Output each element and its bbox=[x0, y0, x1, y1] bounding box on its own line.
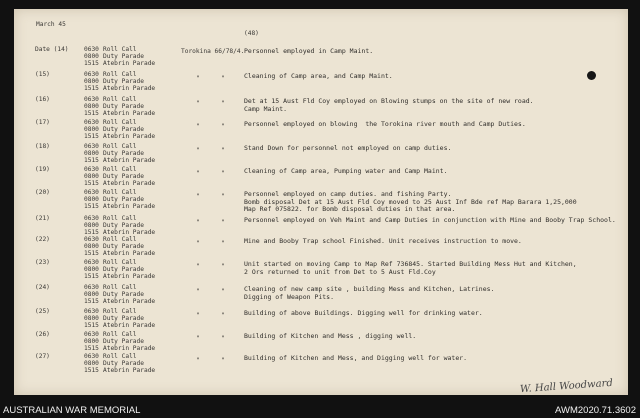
entry-time: 1515 bbox=[84, 133, 99, 141]
entry-date: (23) bbox=[35, 259, 50, 266]
page-number: (48) bbox=[244, 30, 259, 37]
entry-time: 1515 bbox=[84, 367, 99, 375]
entry-activity: Atebrin Parade bbox=[103, 298, 156, 306]
entry-activity: Atebrin Parade bbox=[103, 85, 156, 93]
entry-description: Mine and Booby Trap school Finished. Unit receives instruction to move. bbox=[244, 237, 522, 245]
entry-time: 0800 bbox=[84, 173, 99, 181]
entry-activity: Atebrin Parade bbox=[103, 229, 156, 237]
entry-activity: Atebrin Parade bbox=[103, 180, 156, 188]
entry-activity: Roll Call bbox=[103, 331, 137, 338]
entry-description: Cleaning of Camp area, and Camp Maint. bbox=[244, 72, 393, 80]
entry-activity: Atebrin Parade bbox=[103, 345, 156, 353]
entry-description: Cleaning of new camp site , building Mess and Kitchen, Latrines. bbox=[244, 285, 495, 293]
footer-accession-number: AWM2020.71.3602 bbox=[555, 405, 636, 416]
entry-activity: Duty Parade bbox=[103, 78, 144, 86]
entry-activity: Roll Call bbox=[103, 96, 137, 103]
entry-time: 0630 bbox=[84, 166, 99, 173]
punch-hole bbox=[587, 71, 596, 80]
ditto-mark: " bbox=[196, 193, 200, 200]
entry-time: 0630 bbox=[84, 119, 99, 126]
entry-activity: Roll Call bbox=[103, 71, 137, 78]
entry-description: Digging of Weapon Pits. bbox=[244, 292, 335, 301]
entry-time: 0800 bbox=[84, 243, 99, 251]
entry-activity: Duty Parade bbox=[103, 222, 144, 230]
ditto-mark: " bbox=[196, 75, 200, 82]
entry-description: Stand Down for personnel not employed on camp duties. bbox=[244, 144, 452, 152]
entry-time: 0800 bbox=[84, 315, 99, 323]
entry-time: 0630 bbox=[84, 259, 99, 266]
entry-description: Personnel employed in Camp Maint. bbox=[244, 47, 374, 55]
entry-time: 0630 bbox=[84, 236, 99, 243]
entry-time: 1515 bbox=[84, 298, 99, 306]
ditto-mark: " bbox=[221, 170, 225, 177]
entry-time: 0630 bbox=[84, 143, 99, 150]
ditto-mark: " bbox=[196, 263, 200, 270]
entry-activity: Duty Parade bbox=[103, 338, 144, 346]
footer-source: AUSTRALIAN WAR MEMORIAL bbox=[3, 405, 141, 416]
ditto-mark: " bbox=[221, 147, 225, 154]
entry-date: Date (14) bbox=[35, 46, 69, 53]
entry-date: (25) bbox=[35, 308, 50, 315]
entry-time: 1515 bbox=[84, 273, 99, 281]
entry-activity: Roll Call bbox=[103, 46, 137, 53]
entry-description: Personnel employed on camp duties. and fishing Party. bbox=[244, 190, 452, 198]
entry-time: 0630 bbox=[84, 215, 99, 222]
ditto-mark: " bbox=[221, 75, 225, 82]
entry-description: Unit started on moving Camp to Map Ref 736845. Started Building Mess Hut and Kitchen, bbox=[244, 260, 577, 268]
entry-date: (22) bbox=[35, 236, 50, 243]
ditto-mark: " bbox=[221, 335, 225, 342]
ditto-mark: " bbox=[221, 193, 225, 200]
entry-time: 0800 bbox=[84, 103, 99, 111]
entry-time: 0800 bbox=[84, 126, 99, 134]
entry-activity: Atebrin Parade bbox=[103, 110, 156, 118]
entry-description: Map Ref 075822. for Bomb disposal duties in that area. bbox=[244, 205, 456, 213]
entry-activity: Roll Call bbox=[103, 215, 137, 222]
entry-activity: Atebrin Parade bbox=[103, 250, 156, 258]
entry-time: 0800 bbox=[84, 222, 99, 230]
entry-date: (17) bbox=[35, 119, 50, 126]
ditto-mark: " bbox=[196, 100, 200, 107]
entry-time: 0630 bbox=[84, 71, 99, 78]
entry-description: Camp Maint. bbox=[244, 104, 288, 113]
entry-time: 0800 bbox=[84, 338, 99, 346]
entry-description: Building of Kitchen and Mess , digging well. bbox=[244, 332, 417, 340]
ditto-mark: " bbox=[196, 170, 200, 177]
entry-time: 0630 bbox=[84, 96, 99, 103]
entry-activity: Roll Call bbox=[103, 284, 137, 291]
entry-time: 0800 bbox=[84, 360, 99, 368]
ditto-mark: " bbox=[221, 219, 225, 226]
entry-activity: Atebrin Parade bbox=[103, 157, 156, 165]
ditto-mark: " bbox=[221, 288, 225, 295]
entry-time: 1515 bbox=[84, 345, 99, 353]
entry-activity: Roll Call bbox=[103, 143, 137, 150]
entry-activity: Duty Parade bbox=[103, 126, 144, 134]
entry-activity: Roll Call bbox=[103, 119, 137, 126]
entry-location: Torokina 66/78/4. bbox=[181, 48, 245, 55]
entry-activity: Atebrin Parade bbox=[103, 203, 156, 211]
entry-date: (26) bbox=[35, 331, 50, 338]
entry-time: 1515 bbox=[84, 85, 99, 93]
entry-date: (16) bbox=[35, 96, 50, 103]
ditto-mark: " bbox=[196, 147, 200, 154]
entry-date: (19) bbox=[35, 166, 50, 173]
entry-activity: Roll Call bbox=[103, 189, 137, 196]
ditto-mark: " bbox=[196, 219, 200, 226]
entry-description: 2 Ors returned to unit from Det to 5 Aust Fld.Coy bbox=[244, 267, 436, 276]
signature: W. Hall Woodward bbox=[519, 377, 614, 396]
entry-activity: Atebrin Parade bbox=[103, 60, 156, 68]
entry-activity: Atebrin Parade bbox=[103, 367, 156, 375]
entry-description: Building of Kitchen and Mess, and Digging well for water. bbox=[244, 354, 468, 362]
entry-date: (24) bbox=[35, 284, 50, 291]
entry-time: 0630 bbox=[84, 189, 99, 196]
entry-description: Building of above Buildings. Digging well for drinking water. bbox=[244, 309, 483, 317]
entry-time: 0800 bbox=[84, 266, 99, 274]
entry-activity: Duty Parade bbox=[103, 103, 144, 111]
ditto-mark: " bbox=[196, 335, 200, 342]
entry-time: 0630 bbox=[84, 331, 99, 338]
ditto-mark: " bbox=[221, 240, 225, 247]
entry-activity: Duty Parade bbox=[103, 150, 144, 158]
ditto-mark: " bbox=[196, 123, 200, 130]
header-date: March 45 bbox=[36, 21, 66, 28]
ditto-mark: " bbox=[221, 123, 225, 130]
entry-time: 0800 bbox=[84, 150, 99, 158]
entry-date: (21) bbox=[35, 215, 50, 222]
ditto-mark: " bbox=[196, 357, 200, 364]
entry-time: 0800 bbox=[84, 78, 99, 86]
entry-activity: Roll Call bbox=[103, 308, 137, 315]
entry-time: 0630 bbox=[84, 353, 99, 360]
ditto-mark: " bbox=[196, 312, 200, 319]
entry-activity: Atebrin Parade bbox=[103, 133, 156, 141]
entry-time: 0630 bbox=[84, 308, 99, 315]
entry-activity: Roll Call bbox=[103, 166, 137, 173]
entry-time: 1515 bbox=[84, 157, 99, 165]
entry-activity: Duty Parade bbox=[103, 53, 144, 61]
ditto-mark: " bbox=[221, 312, 225, 319]
entry-activity: Atebrin Parade bbox=[103, 322, 156, 330]
ditto-mark: " bbox=[196, 240, 200, 247]
ditto-mark: " bbox=[221, 100, 225, 107]
ditto-mark: " bbox=[221, 357, 225, 364]
entry-date: (15) bbox=[35, 71, 50, 78]
entry-time: 1515 bbox=[84, 250, 99, 258]
entry-description: Personnel employed on Veh Maint and Camp Duties in conjunction with Mine and Booby Trap School. bbox=[244, 216, 616, 224]
entry-time: 0800 bbox=[84, 196, 99, 204]
entry-time: 0630 bbox=[84, 46, 99, 53]
entry-activity: Atebrin Parade bbox=[103, 273, 156, 281]
entry-activity: Duty Parade bbox=[103, 360, 144, 368]
ditto-mark: " bbox=[196, 288, 200, 295]
entry-description: Bomb disposal Det at 15 Aust Fld Coy moved to 25 Aust Inf Bde ref Map Barara 1,25,000 bbox=[244, 197, 577, 206]
entry-activity: Duty Parade bbox=[103, 315, 144, 323]
entry-activity: Duty Parade bbox=[103, 291, 144, 299]
entry-time: 1515 bbox=[84, 203, 99, 211]
entry-description: Personnel employed on blowing the Torokina river mouth and Camp Duties. bbox=[244, 120, 526, 128]
entry-time: 0800 bbox=[84, 53, 99, 61]
entry-date: (27) bbox=[35, 353, 50, 360]
entry-time: 1515 bbox=[84, 229, 99, 237]
entry-activity: Roll Call bbox=[103, 236, 137, 243]
footer-bar bbox=[0, 402, 640, 418]
entry-time: 1515 bbox=[84, 322, 99, 330]
entry-time: 0800 bbox=[84, 291, 99, 299]
entry-date: (20) bbox=[35, 189, 50, 196]
entry-time: 0630 bbox=[84, 284, 99, 291]
entry-activity: Duty Parade bbox=[103, 266, 144, 274]
entry-date: (18) bbox=[35, 143, 50, 150]
entry-activity: Duty Parade bbox=[103, 173, 144, 181]
entry-time: 1515 bbox=[84, 60, 99, 68]
entry-time: 1515 bbox=[84, 180, 99, 188]
document-page bbox=[14, 9, 628, 395]
entry-time: 1515 bbox=[84, 110, 99, 118]
entry-description: Det at 15 Aust Fld Coy employed on Blowing stumps on the site of new road. bbox=[244, 97, 534, 105]
entry-activity: Roll Call bbox=[103, 353, 137, 360]
entry-activity: Duty Parade bbox=[103, 243, 144, 251]
entry-activity: Duty Parade bbox=[103, 196, 144, 204]
entry-activity: Roll Call bbox=[103, 259, 137, 266]
ditto-mark: " bbox=[221, 263, 225, 270]
entry-description: Cleaning of Camp area, Pumping water and Camp Maint. bbox=[244, 167, 448, 175]
